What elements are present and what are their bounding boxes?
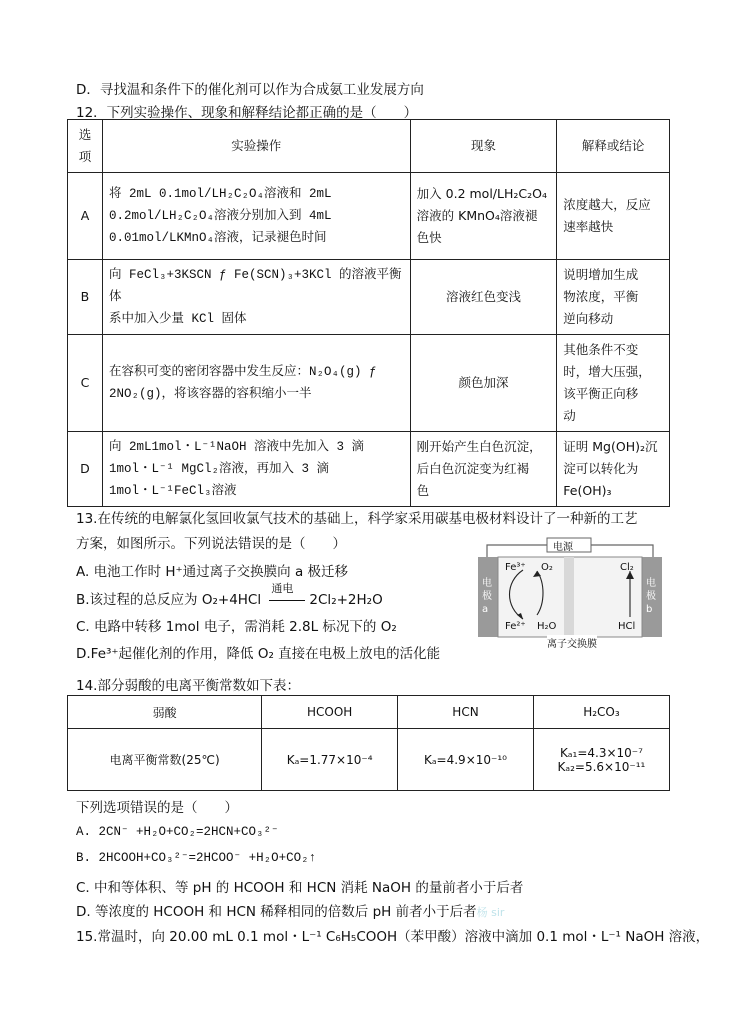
q13-option-d: D.Fe³⁺起催化剂的作用，降低 O₂ 直接在电极上放电的活化能 <box>76 646 441 662</box>
header-operation: 实验操作 <box>102 120 410 173</box>
q15-stem: 15.常温时，向 20.00 mL 0.1 mol・L⁻¹ C₆H₅COOH（苯甲酸）溶液中滴加 0.1 mol・L⁻¹ NaOH 溶液， <box>76 929 710 945</box>
row-label: 电离平衡常数(25℃) <box>68 729 262 791</box>
fe3-label: Fe³⁺ <box>505 562 526 573</box>
q13-option-b: B.该过程的总反应为 O₂+4HCl 通电 2Cl₂+2H₂O <box>76 582 383 608</box>
row-phenomenon: 刚开始产生白色沉淀， 后白色沉淀变为红褐 色 <box>410 432 557 507</box>
k-h2co3: Kₐ₁=4.3×10⁻⁷ Kₐ₂=5.6×10⁻¹¹ <box>533 729 669 791</box>
k-hcooh: Kₐ=1.77×10⁻⁴ <box>262 729 398 791</box>
electrolysis-diagram <box>475 537 665 650</box>
o2-label: O₂ <box>541 562 553 573</box>
ion-membrane <box>564 557 574 637</box>
row-operation: 将 2mL 0.1mol/LH₂C₂O₄溶液和 2mL 0.2mol/LH₂C₂O₄溶液分别加入到 4mL 0.01mol/LKMnO₄溶液，记录褪色时间 <box>102 173 410 260</box>
row-operation: 在容积可变的密闭容器中发生反应：N₂O₄(g) ƒ 2NO₂(g)，将该容器的容积缩小一半 <box>102 335 410 432</box>
q11-option-d: D．寻找温和条件下的催化剂可以作为合成氨工业发展方向 <box>76 82 424 98</box>
h2o-label: H₂O <box>537 621 557 632</box>
row-operation: 向 2mL1mol・L⁻¹NaOH 溶液中先加入 3 滴 1mol・L⁻¹ MgCl₂溶液，再加入 3 滴 1mol・L⁻¹FeCl₃溶液 <box>102 432 410 507</box>
q14-stem: 14.部分弱酸的电离平衡常数如下表： <box>76 678 300 694</box>
header-option: 选项 <box>68 120 103 173</box>
fe2-label: Fe²⁺ <box>505 621 526 632</box>
row-phenomenon: 颜色加深 <box>410 335 557 432</box>
row-label: B <box>68 260 103 335</box>
table-row <box>68 729 670 791</box>
row-conclusion: 证明 Mg(OH)₂沉 淀可以转化为 Fe(OH)₃ <box>557 432 670 507</box>
row-phenomenon: 加入 0.2 mol/LH₂C₂O₄ 溶液的 KMnO₄溶液褪 色快 <box>410 173 557 260</box>
power-source-label: 电源 <box>553 542 573 553</box>
q13-stem-1: 13.在传统的电解氯化氢回收氯气技术的基础上，科学家采用碳基电极材料设计了一种新的工艺 <box>76 511 638 527</box>
q14-ask: 下列选项错误的是（ ） <box>76 800 238 816</box>
q14-table <box>67 695 670 791</box>
row-label: A <box>68 173 103 260</box>
row-conclusion: 浓度越大，反应 速率越快 <box>557 173 670 260</box>
electrode-a-label: 电 极 a <box>482 578 492 615</box>
q12-stem: 12．下列实验操作、现象和解释结论都正确的是（ ） <box>76 105 418 121</box>
row-conclusion: 说明增加生成 物浓度，平衡 逆向移动 <box>557 260 670 335</box>
hcl-label: HCl <box>618 621 636 632</box>
q14-option-b: B. 2HCOOH+CO₃²⁻=2HCOO⁻ +H₂O+CO₂↑ <box>76 851 317 865</box>
row-conclusion: 其他条件不变 时，增大压强， 该平衡正向移 动 <box>557 335 670 432</box>
table-row <box>68 173 670 260</box>
cl2-label: Cl₂ <box>620 562 634 573</box>
q14-option-c: C. 中和等体积、等 pH 的 HCOOH 和 HCN 消耗 NaOH 的量前者小于后者 <box>76 880 524 896</box>
header-conclusion: 解释或结论 <box>557 120 670 173</box>
watermark: 杨 sir <box>476 906 505 919</box>
q13-option-a: A. 电池工作时 H⁺通过离子交换膜向 a 极迁移 <box>76 564 349 580</box>
table-row <box>68 432 670 507</box>
table-row <box>68 335 670 432</box>
row-phenomenon: 溶液红色变浅 <box>410 260 557 335</box>
q13-option-c: C. 电路中转移 1mol 电子，需消耗 2.8L 标况下的 O₂ <box>76 619 397 635</box>
row-operation: 向 FeCl₃+3KSCN ƒ Fe(SCN)₃+3KCl 的溶液平衡体 系中加入少量 KCl 固体 <box>102 260 410 335</box>
header-phenomenon: 现象 <box>410 120 557 173</box>
header-hcn: HCN <box>398 696 534 729</box>
row-label: D <box>68 432 103 507</box>
q13-stem-2: 方案，如图所示。下列说法错误的是（ ） <box>76 536 346 552</box>
row-label: C <box>68 335 103 432</box>
q14-option-d: D. 等浓度的 HCOOH 和 HCN 稀释相同的倍数后 pH 前者小于后者杨 sir <box>76 904 505 920</box>
membrane-label: 离子交换膜 <box>547 635 597 650</box>
table-header-row <box>68 120 670 173</box>
q12-table <box>67 119 670 507</box>
header-hcooh: HCOOH <box>262 696 398 729</box>
q14-option-a: A. 2CN⁻ +H₂O+CO₂=2HCN+CO₃²⁻ <box>76 825 279 839</box>
table-header-row <box>68 696 670 729</box>
header-h2co3: H₂CO₃ <box>533 696 669 729</box>
k-hcn: Kₐ=4.9×10⁻¹⁰ <box>398 729 534 791</box>
header-acid: 弱酸 <box>68 696 262 729</box>
table-row <box>68 260 670 335</box>
electrode-b-label: 电 极 b <box>646 578 656 615</box>
